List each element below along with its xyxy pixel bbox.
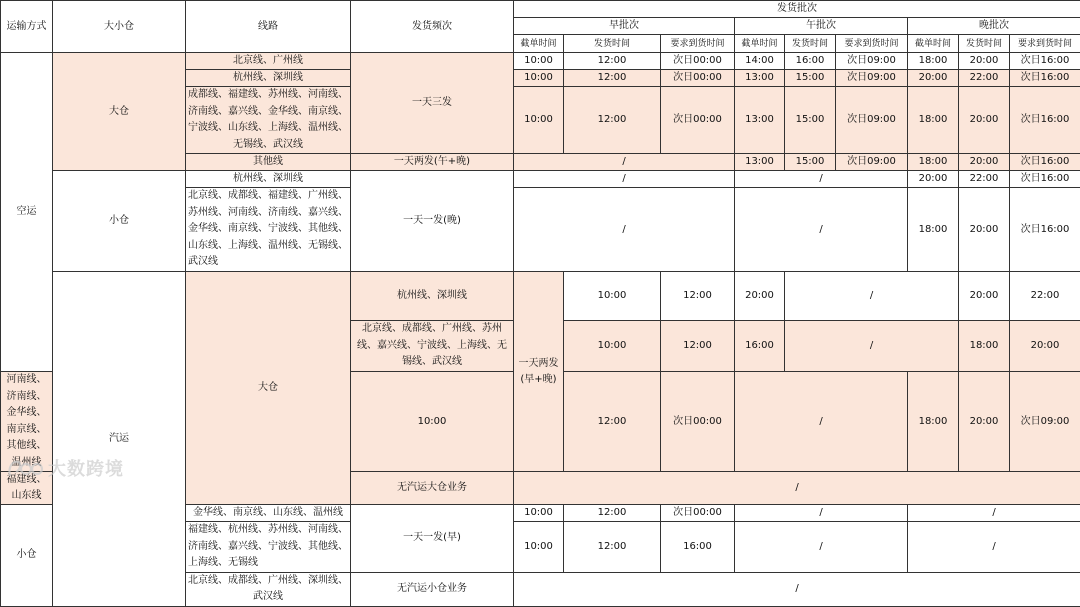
cell: / [908,522,1080,573]
cell: 次日09:00 [1010,372,1080,472]
cell: 10:00 [514,70,564,87]
cell: 15:00 [785,154,836,171]
cell: 次日09:00 [836,154,908,171]
air-small-lines-1: 北京线、成都线、福建线、广州线、苏州线、河南线、济南线、嘉兴线、金华线、南京线、宁波线、其他线、山东线、上海线、温州线、无锡线、武汉线 [186,188,351,272]
road-small-none: 无汽运小仓业务 [351,572,514,606]
header-arrive-early: 要求到货时间 [661,35,735,53]
cell: 20:00 [959,154,1010,171]
watermark [6,454,124,482]
cell: 16:00 [661,522,735,573]
cell: 10:00 [351,372,514,472]
cell: / [514,171,735,188]
header-mode: 运输方式 [1,1,53,53]
cell: 次日00:00 [661,372,735,472]
cell: 10:00 [514,53,564,70]
header-ship-early: 发货时间 [564,35,661,53]
cell: 20:00 [959,53,1010,70]
road-big-label: 大仓 [186,272,351,505]
air-big-label: 大仓 [53,53,186,171]
cell: / [735,171,908,188]
header-batches: 发货批次 [514,1,1080,18]
road-big-freq: 一天两发(早+晚) [514,272,564,472]
cell: 12:00 [564,70,661,87]
cell: 18:00 [959,321,1010,372]
cell: 16:00 [785,53,836,70]
cell: 次日09:00 [836,87,908,154]
road-big-none: 无汽运大仓业务 [351,472,514,505]
cell: 10:00 [564,272,661,321]
road-big-lines-0: 杭州线、深圳线 [351,272,514,321]
cell: / [514,154,735,171]
road-big-lines-3: 福建线、山东线 [1,472,53,505]
cell: 次日09:00 [836,53,908,70]
cell: 22:00 [959,171,1010,188]
header-ship-noon: 发货时间 [785,35,836,53]
air-big-lines-0: 北京线、广州线 [186,53,351,70]
road-big-lines-2: 河南线、济南线、金华线、南京线、其他线、温州线 [1,372,53,472]
header-late: 晚批次 [908,18,1080,35]
cell: 16:00 [735,321,785,372]
air-big-freq2: 一天两发(午+晚) [351,154,514,171]
air-small-freq: 一天一发(晚) [351,171,514,272]
cell: / [735,505,908,522]
cell: 10:00 [514,522,564,573]
header-cut-early: 截单时间 [514,35,564,53]
cell: 次日16:00 [1010,53,1080,70]
header-arrive-late: 要求到货时间 [1010,35,1080,53]
cell: 次日00:00 [661,53,735,70]
cell: 22:00 [1010,272,1080,321]
cell: 12:00 [661,272,735,321]
cell: 18:00 [908,87,959,154]
cell: 20:00 [959,372,1010,472]
cell: / [785,321,959,372]
cell: / [514,188,735,272]
cell: 次日00:00 [661,70,735,87]
cell: 次日00:00 [661,87,735,154]
cell: 15:00 [785,87,836,154]
cell: 18:00 [908,372,959,472]
road-small-lines-2: 北京线、成都线、广州线、深圳线、武汉线 [186,572,351,606]
cell: 10:00 [514,87,564,154]
header-early: 早批次 [514,18,735,35]
cell: 13:00 [735,154,785,171]
air-big-lines-1: 杭州线、深圳线 [186,70,351,87]
cell: 12:00 [564,505,661,522]
cell: 22:00 [959,70,1010,87]
cell: 12:00 [564,372,661,472]
cell: 20:00 [1010,321,1080,372]
cell: 次日16:00 [1010,87,1080,154]
cell: / [735,188,908,272]
cell: 13:00 [735,87,785,154]
cell: 12:00 [661,321,735,372]
cell: 20:00 [908,70,959,87]
cell: / [735,522,908,573]
cell: 13:00 [735,70,785,87]
cell: 次日00:00 [661,505,735,522]
header-cut-late: 截单时间 [908,35,959,53]
air-small-label: 小仓 [53,171,186,272]
road-small-lines-1: 福建线、杭州线、苏州线、河南线、济南线、嘉兴线、宁波线、其他线、上海线、无锡线 [186,522,351,573]
watermark-logo-icon [6,454,46,482]
watermark-text: 大数跨境 [48,455,124,481]
cell: / [735,372,908,472]
cell: / [785,272,959,321]
header-freq: 发货频次 [351,1,514,53]
air-big-lines-3: 其他线 [186,154,351,171]
cell: 12:00 [564,53,661,70]
air-big-freq3: 一天三发 [351,53,514,154]
cell: 18:00 [908,154,959,171]
header-lines: 线路 [186,1,351,53]
header-arrive-noon: 要求到货时间 [836,35,908,53]
cell: 20:00 [908,171,959,188]
header-cut-noon: 截单时间 [735,35,785,53]
cell: 12:00 [564,87,661,154]
cell: 次日09:00 [836,70,908,87]
road-big-lines-1: 北京线、成都线、广州线、苏州线、嘉兴线、宁波线、上海线、无锡线、武汉线 [351,321,514,372]
cell: 10:00 [564,321,661,372]
cell: 20:00 [959,272,1010,321]
cell: 次日16:00 [1010,188,1080,272]
cell: 18:00 [908,53,959,70]
cell: 12:00 [564,522,661,573]
cell: 20:00 [959,188,1010,272]
header-size: 大小仓 [53,1,186,53]
cell: / [514,472,1080,505]
road-small-lines-0: 金华线、南京线、山东线、温州线 [186,505,351,522]
cell: 次日16:00 [1010,171,1080,188]
cell: / [908,505,1080,522]
cell: 20:00 [959,87,1010,154]
cell: 次日16:00 [1010,154,1080,171]
cell: 15:00 [785,70,836,87]
cell: 20:00 [735,272,785,321]
mode-road: 汽运 [53,272,186,607]
cell: / [514,572,1080,606]
header-ship-late: 发货时间 [959,35,1010,53]
mode-air: 空运 [1,53,53,372]
cell: 18:00 [908,188,959,272]
cell: 次日16:00 [1010,70,1080,87]
cell: 10:00 [514,505,564,522]
road-small-freq: 一天一发(早) [351,505,514,573]
air-small-lines-0: 杭州线、深圳线 [186,171,351,188]
air-big-lines-2: 成都线、福建线、苏州线、河南线、济南线、嘉兴线、金华线、南京线、宁波线、山东线、上海线、温州线、无锡线、武汉线 [186,87,351,154]
header-noon: 午批次 [735,18,908,35]
road-small-label: 小仓 [1,505,53,607]
cell: 14:00 [735,53,785,70]
